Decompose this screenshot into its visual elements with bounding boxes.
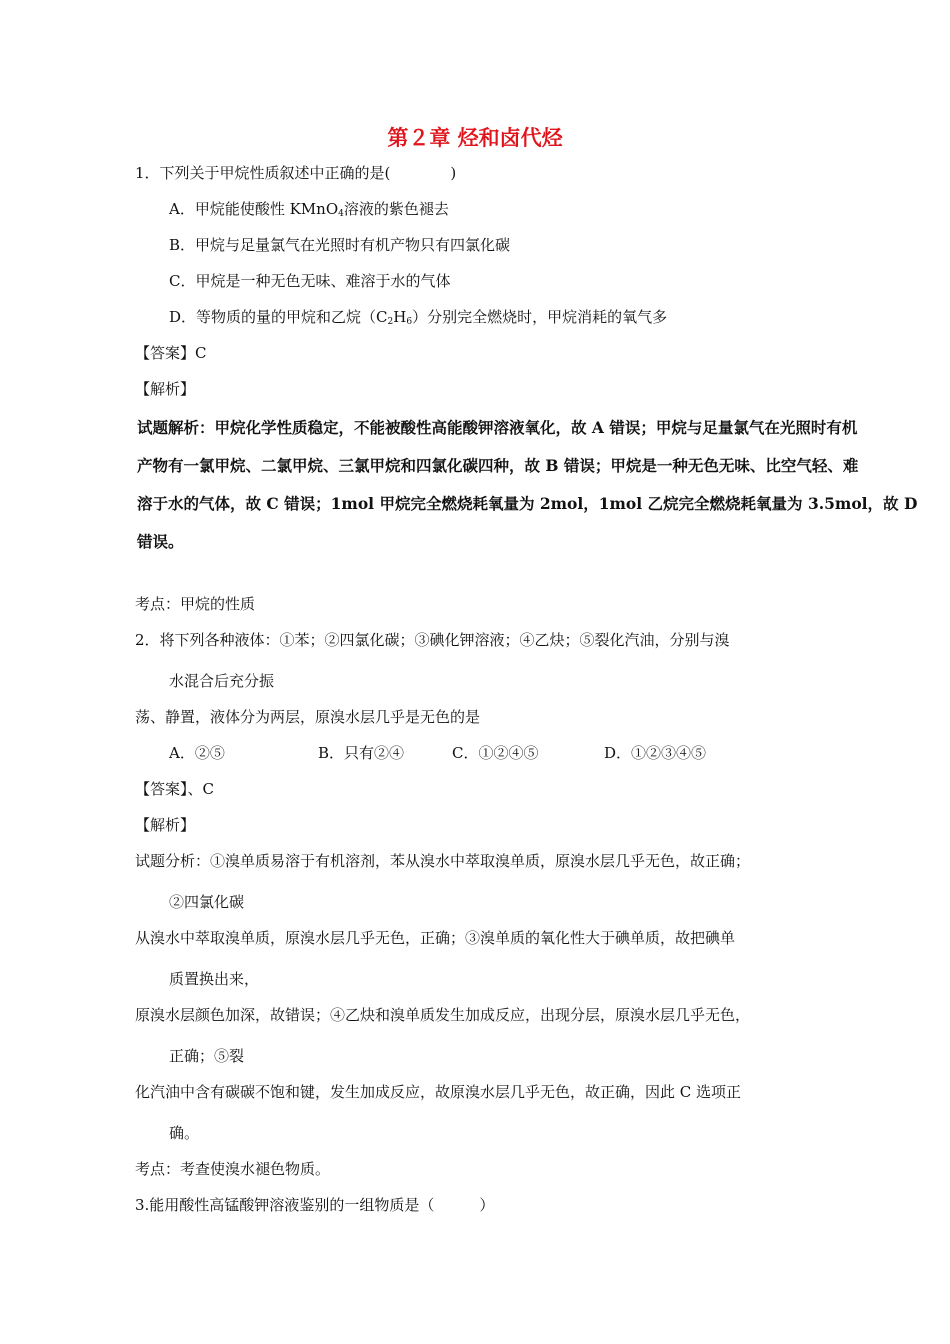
q1-stem: 1．下列关于甲烷性质叙述中正确的是( ) — [135, 164, 457, 182]
q1-analysis-line-3: 溶于水的气体，故 C 错误；1mol 甲烷完全燃烧耗氧量为 2mol，1mol 乙烷完全燃烧耗氧量为 3.5mol，故 D — [137, 494, 918, 513]
chapter-title: 第２章 烃和卤代烃 — [387, 126, 563, 150]
q2-analysis-line-1: 试题分析：①溴单质易溶于有机溶剂，苯从溴水中萃取溴单质，原溴水层几乎无色，故正确； — [135, 852, 751, 870]
q2-analysis-line-5: 原溴水层颜色加深，故错误；④乙炔和溴单质发生加成反应，出现分层，原溴水层几乎无色， — [135, 1006, 751, 1024]
q2-analysis-line-6: 正确；⑤裂 — [169, 1047, 245, 1065]
q1-option-c: C．甲烷是一种无色无味、难溶于水的气体 — [169, 272, 451, 290]
q2-analysis-heading: 【解析】 — [135, 816, 196, 834]
q1-analysis-line-4: 错误。 — [137, 532, 184, 551]
q2-option-a: A．②⑤ — [169, 744, 225, 762]
q1-option-d: D．等物质的量的甲烷和乙烷$(C_2H_6)$分别完全燃烧时，甲烷消耗的氧气多 — [169, 308, 668, 327]
q2-stem-line-1: 2．将下列各种液体：①苯；②四氯化碳；③碘化钾溶液；④乙炔；⑤裂化汽油，分别与溴 — [135, 631, 730, 649]
q2-option-d: D．①②③④⑤ — [604, 744, 707, 762]
q1-answer: 【答案】C — [135, 344, 207, 362]
q2-stem-line-2: 水混合后充分振 — [169, 672, 275, 690]
q2-analysis-line-2: ②四氯化碳 — [169, 893, 245, 911]
q2-stem-line-3: 荡、静置，液体分为两层，原溴水层几乎是无色的是 — [135, 708, 481, 726]
q1-option-b: B．甲烷与足量氯气在光照时有机产物只有四氯化碳 — [169, 236, 511, 254]
q2-analysis-line-4: 质置换出来， — [169, 970, 260, 988]
q2-answer: 【答案】、C — [135, 780, 214, 798]
q2-kaodian: 考点：考查使溴水褪色物质。 — [135, 1160, 331, 1178]
q2-option-b: B．只有②④ — [318, 744, 405, 762]
q2-analysis-line-8: 确。 — [169, 1124, 200, 1142]
q2-analysis-line-3: 从溴水中萃取溴单质，原溴水层几乎无色，正确；③溴单质的氧化性大于碘单质，故把碘单 — [135, 929, 736, 947]
q1-option-a: A．甲烷能使酸性 KMnO$_4$溶液的紫色褪去 — [169, 200, 449, 219]
q2-analysis-line-7: 化汽油中含有碳碳不饱和键，发生加成反应，故原溴水层几乎无色，故正确，因此 C 选项正 — [135, 1083, 742, 1101]
q1-analysis-line-1: 试题解析：甲烷化学性质稳定，不能被酸性高能酸钾溶液氧化，故 A 错误；甲烷与足量氯气在光照时有机 — [137, 418, 858, 437]
q2-option-c: C．①②④⑤ — [452, 744, 539, 762]
q3-stem: 3.能用酸性高锰酸钾溶液鉴别的一组物质是（ ） — [135, 1196, 495, 1214]
q1-analysis-line-2: 产物有一氯甲烷、二氯甲烷、三氯甲烷和四氯化碳四种，故 B 错误；甲烷是一种无色无味、比空气轻、难 — [137, 456, 859, 475]
q1-analysis-heading: 【解析】 — [135, 380, 196, 398]
q1-kaodian: 考点：甲烷的性质 — [135, 595, 256, 613]
